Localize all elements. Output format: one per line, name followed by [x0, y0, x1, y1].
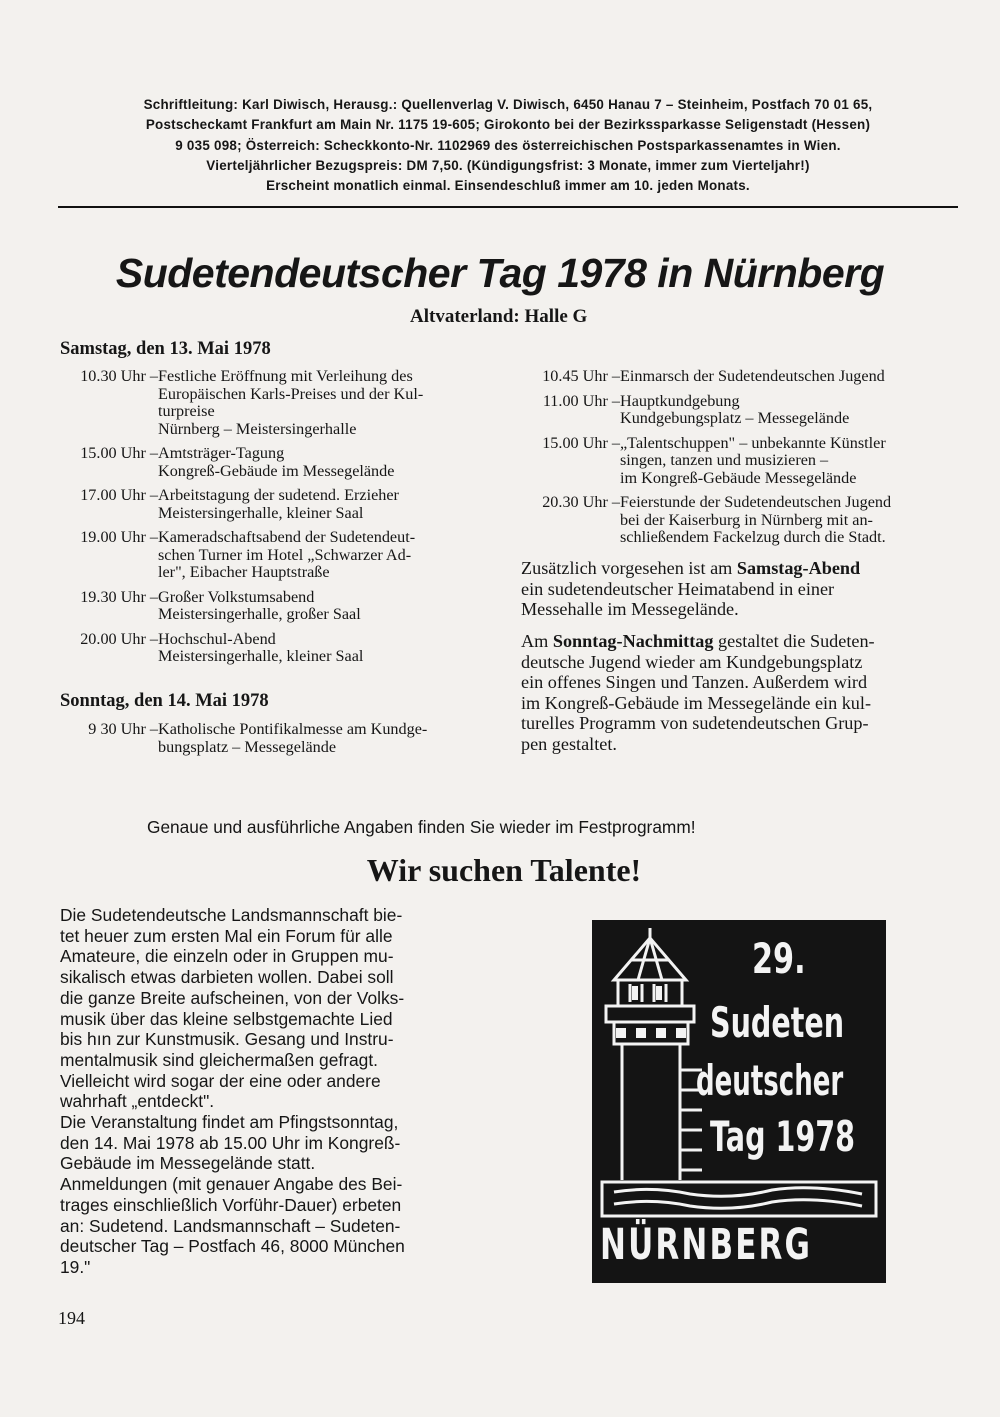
saturday-heading: Samstag, den 13. Mai 1978 — [60, 339, 271, 359]
talent-article — [60, 905, 405, 1278]
para-emphasis: Samstag-Abend — [736, 558, 861, 578]
event-line: Festliche Eröffnung mit Verleihung des — [158, 367, 413, 385]
event-time: 19.00 Uhr – — [80, 528, 158, 546]
schedule-event — [58, 445, 423, 480]
event-line: bungsplatz – Messegelände — [158, 737, 337, 756]
event-text — [158, 721, 427, 756]
para-text: Zusätzlich vorgesehen ist am — [521, 558, 737, 578]
schedule-sunday — [58, 721, 427, 763]
event-line: Katholische Pontifikalmesse am Kundge- — [158, 720, 428, 738]
event-line: Großer Volkstumsabend — [158, 587, 315, 606]
event-time: 15.00 Uhr – — [542, 433, 620, 452]
divider — [58, 206, 958, 208]
article-line: den 14. Mai 1978 ab 15.00 Uhr im Kongreß- — [60, 1132, 401, 1153]
event-text — [158, 445, 423, 480]
schedule-event — [58, 631, 423, 666]
article-line: Amateure, die einzeln oder in Gruppen mu- — [60, 946, 394, 967]
article-line: an: Sudetend. Landsmannschaft – Sudeten- — [60, 1215, 401, 1236]
para-line — [521, 631, 875, 652]
article-line: die ganze Breite aufscheinen, von der Volks- — [60, 987, 405, 1008]
schedule-event — [58, 529, 423, 582]
event-text — [158, 589, 423, 624]
imprint — [58, 95, 958, 196]
event-line: Kongreß-Gebäude im Messegelände — [158, 461, 395, 480]
event-text — [158, 487, 423, 522]
schedule-event — [520, 368, 891, 386]
event-time: 20.30 Uhr – — [542, 493, 620, 511]
para-line: pen gestaltet. — [521, 733, 617, 754]
event-time: 11.00 Uhr – — [542, 391, 620, 410]
event-time: 17.00 Uhr – — [80, 486, 158, 504]
poster-line: Sudeten — [710, 998, 845, 1047]
event-line: „Talentschuppen" – unbekannte Künstler — [620, 433, 886, 452]
event-text — [158, 368, 423, 438]
schedule-event — [58, 589, 423, 624]
article-line: Die Sudetendeutsche Landsmannschaft bie- — [60, 905, 403, 925]
para-line: ein offenes Singen und Tanzen. Außerdem wird — [521, 672, 868, 692]
event-line: Meistersingerhalle, kleiner Saal — [158, 503, 364, 522]
event-text — [620, 494, 891, 547]
event-line: Hochschul-Abend — [158, 629, 276, 648]
event-line: im Kongreß-Gebäude Messegelände — [620, 468, 857, 487]
article-line: sikalisch etwas darbieten wollen. Dabei soll — [60, 967, 394, 988]
event-line: Kundgebungsplatz – Messegelände — [620, 409, 850, 427]
schedule-event — [520, 393, 891, 428]
event-line: Europäischen Karls-Preises und der Kul- — [158, 384, 424, 403]
para-text: gestaltet die Sudeten- — [713, 631, 875, 651]
event-line: Einmarsch der Sudetendeutschen Jugend — [620, 367, 885, 385]
event-line: turpreise — [158, 402, 215, 420]
para-emphasis: Sonntag-Nachmittag — [552, 631, 714, 651]
event-line: Meistersingerhalle, großer Saal — [158, 605, 361, 623]
paragraph-saturday-evening — [521, 558, 860, 620]
sunday-heading: Sonntag, den 14. Mai 1978 — [60, 691, 269, 711]
page-title: Sudetendeutscher Tag 1978 in Nürnberg — [115, 250, 885, 296]
schedule-event — [58, 487, 423, 522]
imprint-line: Postscheckamt Frankfurt am Main Nr. 1175 19-605; Girokonto bei der Bezirkssparkasse Seligenstadt (Hessen) — [145, 117, 871, 133]
article-line: tet heuer zum ersten Mal ein Forum für alle — [60, 925, 393, 946]
schedule-event — [58, 721, 427, 756]
poster-city: NÜRNBERG — [600, 1220, 813, 1270]
event-line: schließendem Fackelzug durch die Stadt. — [620, 528, 886, 546]
event-line: Meistersingerhalle, kleiner Saal — [158, 647, 364, 665]
imprint-line: Erscheint monatlich einmal. Einsendeschluß immer am 10. jeden Monats. — [266, 178, 750, 194]
event-line: singen, tanzen und musizieren – — [620, 451, 829, 469]
event-line: schen Turner im Hotel „Schwarzer Ad- — [158, 545, 412, 564]
event-poster — [592, 920, 886, 1283]
event-text — [158, 529, 423, 582]
schedule-saturday-left — [58, 368, 423, 673]
para-line: im Kongreß-Gebäude im Messegelände ein kul- — [521, 692, 872, 713]
subheadline: Altvaterland: Halle G — [410, 306, 588, 327]
article-line: deutscher Tag – Postfach 46, 8000 München — [60, 1236, 405, 1257]
article-line: trages einschließlich Vorführ-Dauer) erbeten — [60, 1194, 402, 1215]
event-line: bei der Kaiserburg in Nürnberg mit an- — [620, 510, 873, 529]
poster-line: Tag 1978 — [710, 1112, 855, 1161]
event-line: Hauptkundgebung — [620, 391, 740, 410]
para-line — [521, 558, 860, 579]
event-time: 19.30 Uhr – — [80, 587, 158, 606]
event-line: Amtsträger-Tagung — [158, 444, 285, 462]
page-number: 194 — [58, 1308, 85, 1328]
festprogramm-notice: Genaue und ausführliche Angaben finden Sie wieder im Festprogramm! — [147, 817, 696, 837]
event-time: 15.00 Uhr – — [80, 444, 158, 462]
event-text — [620, 393, 891, 428]
event-line: Nürnberg – Meistersingerhalle — [158, 419, 357, 438]
paragraph-sunday-afternoon — [521, 631, 875, 754]
para-line: ein sudetendeutscher Heimatabend in einer — [521, 578, 835, 599]
para-text: Am — [521, 631, 553, 651]
talent-heading: Wir suchen Talente! — [366, 852, 642, 888]
article-line: Gebäude im Messegelände statt. — [60, 1153, 316, 1174]
imprint-line: Schriftleitung: Karl Diwisch, Herausg.: Quellenverlag V. Diwisch, 6450 Hanau 7 – Steinheim, Postfach 70 01 65, — [143, 97, 873, 112]
article-line: musik über das kleine selbstgemachte Lied — [60, 1008, 393, 1029]
event-text — [620, 435, 891, 488]
event-line: Kameradschaftsabend der Sudetendeut- — [158, 528, 416, 546]
event-line: Arbeitstagung der sudetend. Erzieher — [158, 486, 399, 504]
para-line: turelles Programm von sudetendeutschen Grup- — [521, 713, 869, 733]
event-time: 10.30 Uhr – — [80, 367, 158, 385]
imprint-line: Vierteljährlicher Bezugspreis: DM 7,50. (Kündigungsfrist: 3 Monate, immer zum Vierteljahr!) — [206, 157, 810, 173]
para-line: deutsche Jugend wieder am Kundgebungsplatz — [521, 651, 863, 672]
article-line: wahrhaft „entdeckt". — [60, 1091, 215, 1112]
article-line: mentalmusik sind gleichermaßen gefragt. — [60, 1049, 379, 1070]
imprint-line: 9 035 098; Österreich: Scheckkonto-Nr. 1102969 des österreichischen Postsparkassenamtes in Wien. — [175, 137, 841, 153]
schedule-event — [520, 435, 891, 488]
event-time: 10.45 Uhr – — [542, 367, 620, 385]
event-text — [158, 631, 423, 666]
event-text — [620, 368, 891, 386]
article-line: Anmeldungen (mit genauer Angabe des Bei- — [60, 1174, 403, 1195]
poster-number: 29. — [752, 934, 806, 983]
poster-line: deutscher — [696, 1056, 844, 1105]
article-line: 19." — [60, 1256, 91, 1277]
schedule-event — [58, 368, 423, 438]
schedule-event — [520, 494, 891, 547]
article-line: Die Veranstaltung findet am Pfingstsonntag, — [60, 1112, 399, 1133]
event-time: 9 30 Uhr – — [88, 720, 158, 738]
event-line: Feierstunde der Sudetendeutschen Jugend — [620, 493, 892, 511]
event-line: ler", Eibacher Hauptstraße — [158, 563, 330, 581]
event-time: 20.00 Uhr – — [80, 629, 158, 648]
schedule-saturday-right — [520, 368, 891, 554]
article-line: bis hın zur Kunstmusik. Gesang und Instru- — [60, 1029, 394, 1050]
para-line: Messehalle im Messegelände. — [521, 599, 739, 619]
article-line: Vielleicht wird sogar der eine oder andere — [60, 1070, 381, 1091]
